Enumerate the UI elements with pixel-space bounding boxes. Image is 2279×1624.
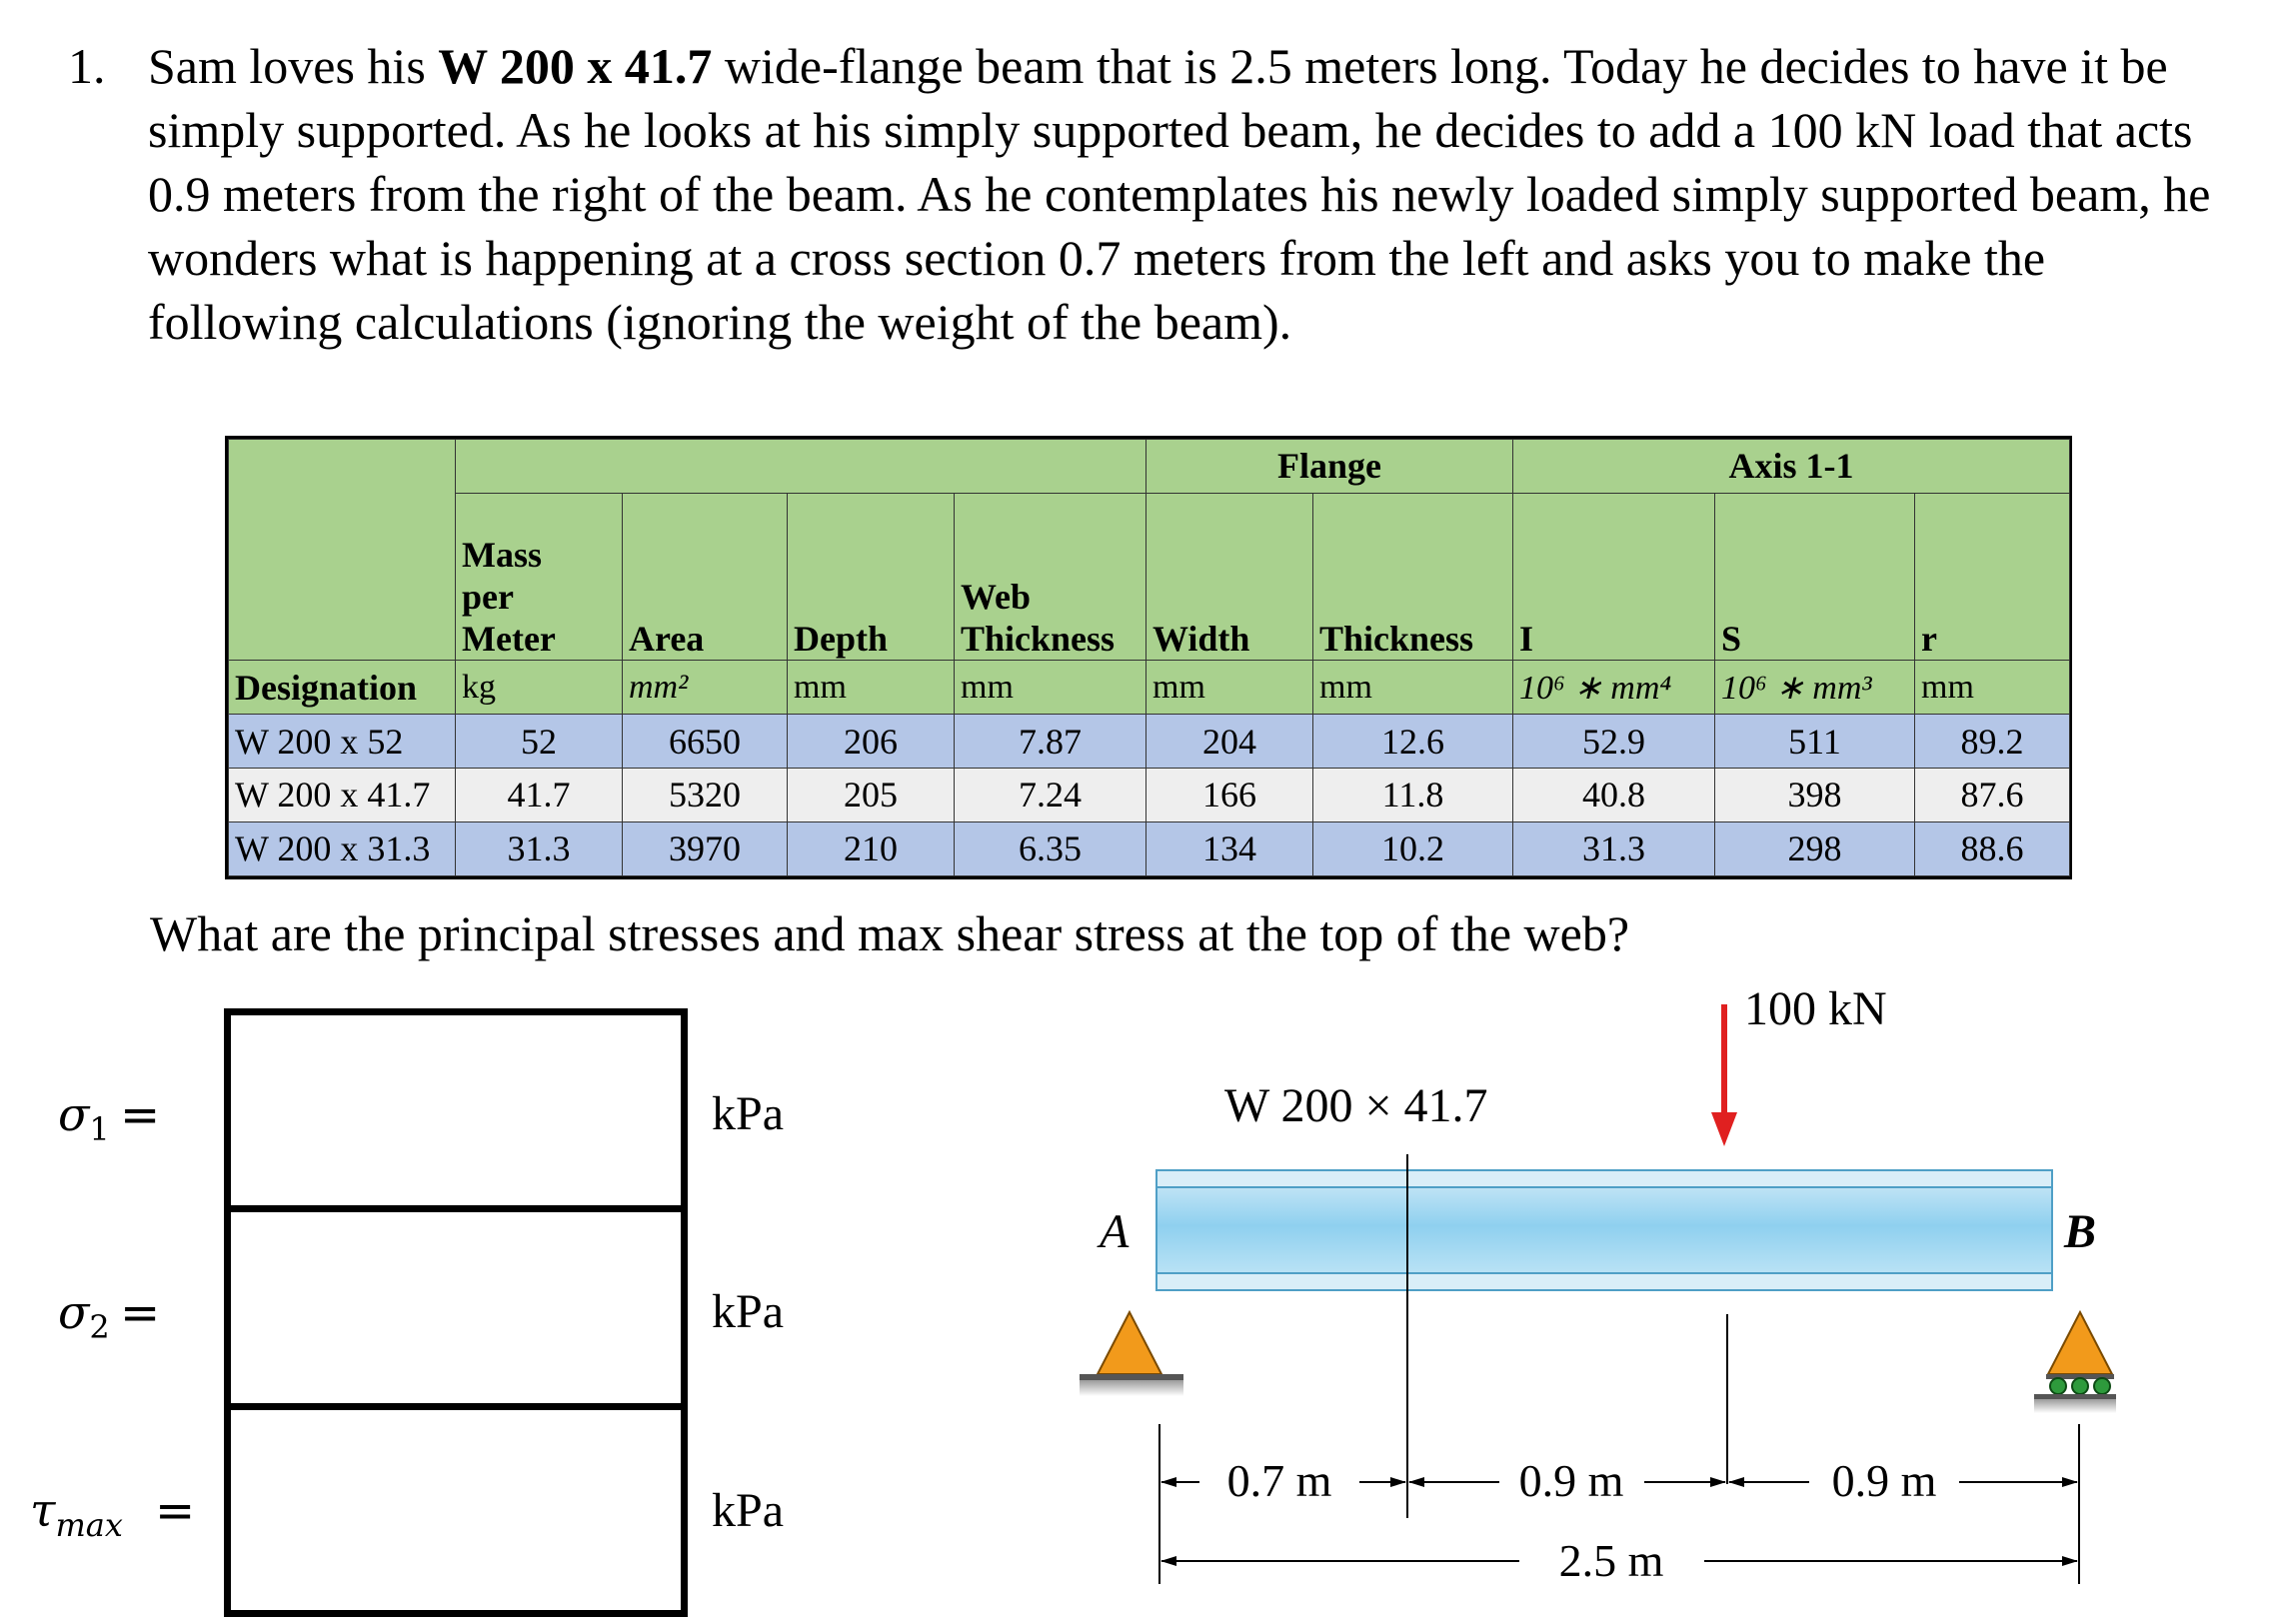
tau-max-answer-box[interactable] bbox=[224, 1403, 688, 1617]
unit-thickness: mm bbox=[1313, 661, 1513, 715]
header-i: I bbox=[1513, 493, 1715, 660]
cell-i: 40.8 bbox=[1513, 769, 1715, 822]
sigma2-sub: 2 bbox=[89, 1308, 110, 1347]
header-designation: Designation bbox=[229, 661, 456, 715]
dim2-label: 0.9 m bbox=[1518, 1455, 1624, 1506]
problem-text-pre: Sam loves his bbox=[148, 38, 439, 94]
dim1-label: 0.7 m bbox=[1226, 1455, 1332, 1506]
unit-r: mm bbox=[1915, 661, 2070, 715]
header-flange: Flange bbox=[1146, 440, 1513, 494]
beam-body bbox=[1156, 1170, 2052, 1290]
sigma1-sub: 1 bbox=[89, 1110, 110, 1149]
load-arrow-icon bbox=[1711, 1004, 1737, 1146]
header-thickness: Thickness bbox=[1313, 493, 1513, 660]
cell-web: 7.87 bbox=[955, 715, 1146, 769]
sigma2-label bbox=[58, 1285, 110, 1346]
cell-mass: 52 bbox=[456, 715, 623, 769]
header-empty-1 bbox=[229, 440, 456, 494]
cell-mass: 31.3 bbox=[456, 821, 623, 875]
cell-mass: 41.7 bbox=[456, 769, 623, 822]
question-text: What are the principal stresses and max shear stress at the top of the web? bbox=[150, 905, 1630, 961]
cell-depth: 205 bbox=[788, 769, 955, 822]
header-web-line1: Web bbox=[961, 577, 1032, 618]
beam-figure bbox=[1080, 984, 2119, 1609]
header-depth: Depth bbox=[788, 493, 955, 660]
cell-depth: 206 bbox=[788, 715, 955, 769]
unit-width: mm bbox=[1146, 661, 1313, 715]
load-label: 100 kN bbox=[1744, 984, 1887, 1035]
sigma2-unit: kPa bbox=[712, 1285, 784, 1338]
beam-label: W 200 × 41.7 bbox=[1224, 1079, 1488, 1132]
header-area: Area bbox=[623, 493, 788, 660]
tau-max-equals: = bbox=[155, 1483, 196, 1539]
dim-total-label: 2.5 m bbox=[1558, 1535, 1664, 1586]
unit-i: 10⁶ ∗ mm⁴ bbox=[1513, 661, 1715, 715]
cell-width: 134 bbox=[1146, 821, 1313, 875]
unit-depth: mm bbox=[788, 661, 955, 715]
tau-symbol: τ bbox=[30, 1483, 56, 1537]
support-a-label: A bbox=[1100, 1205, 1130, 1258]
sigma1-symbol: σ bbox=[58, 1087, 90, 1141]
section-properties-table bbox=[225, 436, 2072, 879]
sigma2-equals: = bbox=[120, 1285, 161, 1341]
tau-max-label bbox=[30, 1483, 123, 1544]
header-s: S bbox=[1715, 493, 1915, 660]
problem-text bbox=[148, 34, 2227, 354]
cell-web: 6.35 bbox=[955, 821, 1146, 875]
cell-area: 3970 bbox=[623, 821, 788, 875]
header-empty-2 bbox=[456, 440, 1146, 494]
table-row bbox=[229, 769, 2070, 822]
table-row bbox=[229, 715, 2070, 769]
tau-max-unit: kPa bbox=[712, 1484, 784, 1537]
header-mass-line2: per bbox=[462, 577, 514, 618]
cell-width: 204 bbox=[1146, 715, 1313, 769]
cell-width: 166 bbox=[1146, 769, 1313, 822]
cell-thickness: 11.8 bbox=[1313, 769, 1513, 822]
cell-designation: W 200 x 52 bbox=[229, 715, 456, 769]
header-mass-line1: Mass bbox=[462, 535, 542, 576]
cell-s: 398 bbox=[1715, 769, 1915, 822]
roller-support-right bbox=[2034, 1312, 2116, 1413]
sigma1-equals: = bbox=[120, 1087, 161, 1143]
unit-web: mm bbox=[955, 661, 1146, 715]
cell-thickness: 10.2 bbox=[1313, 821, 1513, 875]
sigma2-answer-box[interactable] bbox=[224, 1205, 688, 1417]
cell-r: 89.2 bbox=[1915, 715, 2070, 769]
dim3-label: 0.9 m bbox=[1831, 1455, 1937, 1506]
cell-r: 88.6 bbox=[1915, 821, 2070, 875]
header-mass-line3: Meter bbox=[462, 619, 556, 660]
header-r: r bbox=[1915, 493, 2070, 660]
header-axis: Axis 1-1 bbox=[1513, 440, 2070, 494]
sigma2-symbol: σ bbox=[58, 1285, 90, 1339]
beam-designation-bold: W 200 x 41.7 bbox=[438, 38, 713, 94]
header-web-line2: Thickness bbox=[961, 619, 1116, 660]
cell-designation: W 200 x 31.3 bbox=[229, 821, 456, 875]
problem-number: 1. bbox=[68, 38, 106, 94]
sigma1-answer-box[interactable] bbox=[224, 1008, 688, 1219]
header-width: Width bbox=[1146, 493, 1313, 660]
cell-i: 52.9 bbox=[1513, 715, 1715, 769]
support-b-label: B bbox=[2064, 1205, 2097, 1258]
cell-i: 31.3 bbox=[1513, 821, 1715, 875]
cell-area: 5320 bbox=[623, 769, 788, 822]
cell-thickness: 12.6 bbox=[1313, 715, 1513, 769]
cell-r: 87.6 bbox=[1915, 769, 2070, 822]
pin-support-left bbox=[1080, 1312, 1183, 1396]
sigma1-unit: kPa bbox=[712, 1087, 784, 1140]
cell-depth: 210 bbox=[788, 821, 955, 875]
unit-area: mm² bbox=[623, 661, 788, 715]
unit-s: 10⁶ ∗ mm³ bbox=[1715, 661, 1915, 715]
table-row bbox=[229, 821, 2070, 875]
header-designation-blank bbox=[229, 493, 456, 660]
cell-area: 6650 bbox=[623, 715, 788, 769]
unit-mass: kg bbox=[456, 661, 623, 715]
header-web bbox=[955, 493, 1146, 660]
tau-sub: max bbox=[55, 1506, 123, 1545]
cell-s: 298 bbox=[1715, 821, 1915, 875]
cell-s: 511 bbox=[1715, 715, 1915, 769]
cell-designation: W 200 x 41.7 bbox=[229, 769, 456, 822]
problem-text-post: wide-flange beam that is 2.5 meters long. Today he decides to have it be simply supported. As he looks at his simply supported beam, he decides to add a 100 kN load that acts 0.9 meters from the right of the beam. As he contemplates his newly loaded simply supported beam, he wonders what is happening at a cross section 0.7 meters from the left and asks you to make the following calculations (ignoring the weight of the beam). bbox=[148, 38, 2211, 350]
cell-web: 7.24 bbox=[955, 769, 1146, 822]
sigma1-label bbox=[58, 1087, 110, 1148]
header-mass bbox=[456, 493, 623, 660]
